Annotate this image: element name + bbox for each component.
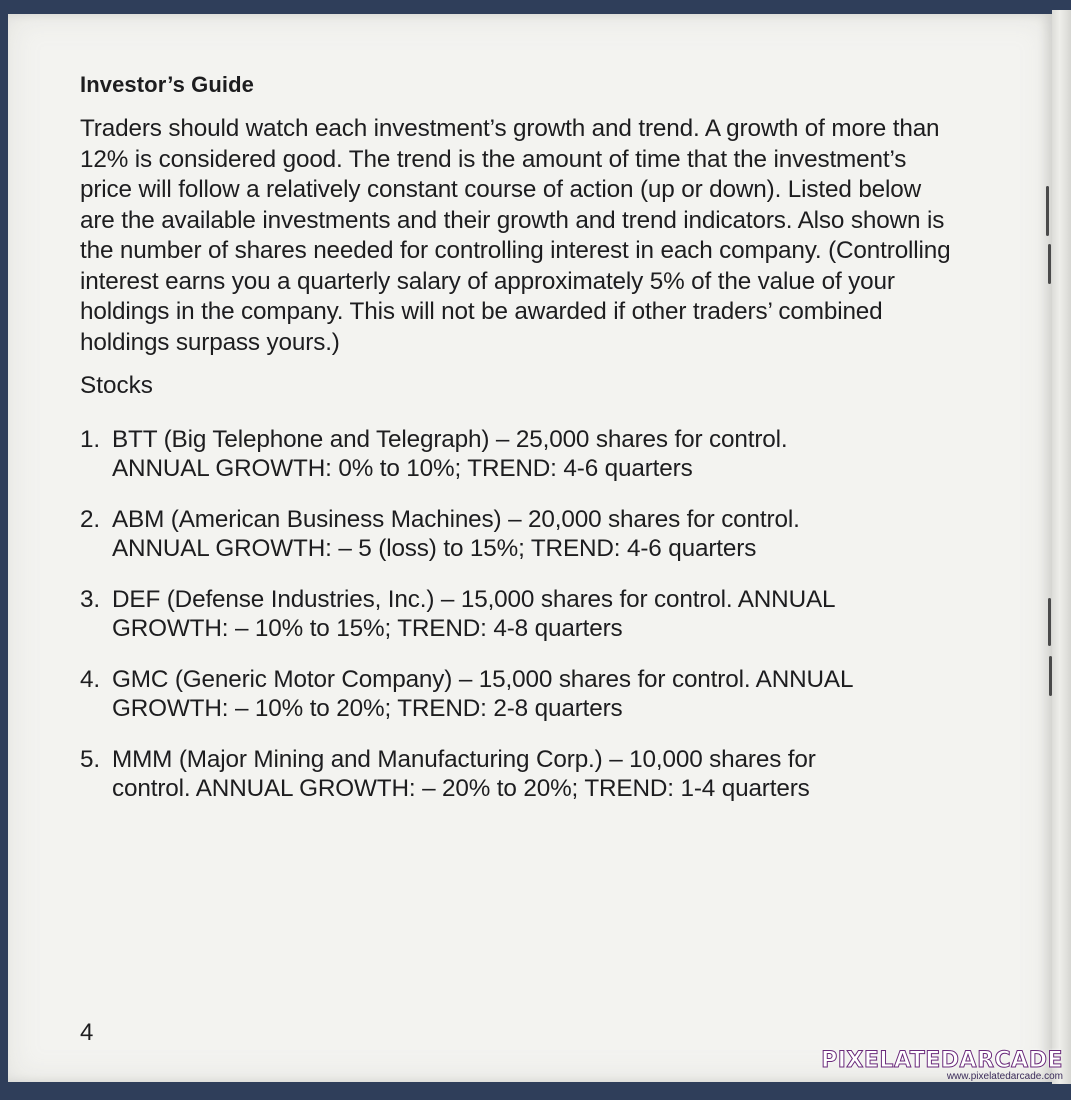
stock-number: 4. [80, 666, 100, 693]
stock-line1: GMC (Generic Motor Company) – 15,000 shares for control. ANNUAL [112, 666, 854, 693]
intro-paragraph: Traders should watch each investment’s growth and trend. A growth of more than 12% is considered good. The trend is the amount of time that the investment’s price will follow a relatively constant course of action (up or down). Listed below are the available investments and their growth and trend indicators. Also shown is the number of shares needed for controlling interest in each company. (Controlling interest earns you a quarterly salary of approximately 5% of the value of your holdings in the company. This will not be awarded if other traders’ combined holdings surpass yours.) [80, 115, 951, 356]
stock-line2: ANNUAL GROWTH: 0% to 10%; TREND: 4-6 quarters [112, 454, 693, 482]
staple-icon [1046, 186, 1049, 236]
staple-icon [1049, 656, 1052, 696]
stock-line1: MMM (Major Mining and Manufacturing Corp.) – 10,000 shares for [112, 746, 816, 773]
stock-line2: GROWTH: – 10% to 15%; TREND: 4-8 quarters [112, 614, 623, 642]
stocks-heading: Stocks [80, 372, 153, 399]
stock-item [80, 586, 960, 643]
manual-page [8, 14, 1052, 1082]
stock-line2: GROWTH: – 10% to 20%; TREND: 2-8 quarters [112, 694, 623, 722]
stock-number: 3. [80, 586, 100, 613]
stock-line2: ANNUAL GROWTH: – 5 (loss) to 15%; TREND: 4-6 quarters [112, 534, 757, 562]
stock-item [80, 506, 960, 563]
stock-item [80, 666, 960, 723]
stock-number: 1. [80, 426, 100, 453]
staple-icon [1048, 598, 1051, 646]
staple-icon [1048, 244, 1051, 284]
page-content [80, 72, 960, 826]
stock-line1: BTT (Big Telephone and Telegraph) – 25,000 shares for control. [112, 426, 788, 453]
watermark [821, 1048, 1063, 1082]
page-edge [1052, 10, 1071, 1084]
page-number: 4 [80, 1019, 94, 1046]
stock-list [80, 426, 960, 803]
stock-line1: ABM (American Business Machines) – 20,000 shares for control. [112, 506, 800, 533]
stock-item [80, 426, 960, 483]
page-heading: Investor’s Guide [80, 72, 254, 97]
stock-number: 5. [80, 746, 100, 773]
stock-number: 2. [80, 506, 100, 533]
watermark-title: PIXELATEDARCADE [821, 1048, 1063, 1073]
watermark-url: www.pixelatedarcade.com [946, 1071, 1063, 1082]
stock-line1: DEF (Defense Industries, Inc.) – 15,000 shares for control. ANNUAL [112, 586, 836, 613]
stock-line2: control. ANNUAL GROWTH: – 20% to 20%; TREND: 1-4 quarters [112, 774, 810, 802]
stock-item [80, 746, 960, 803]
